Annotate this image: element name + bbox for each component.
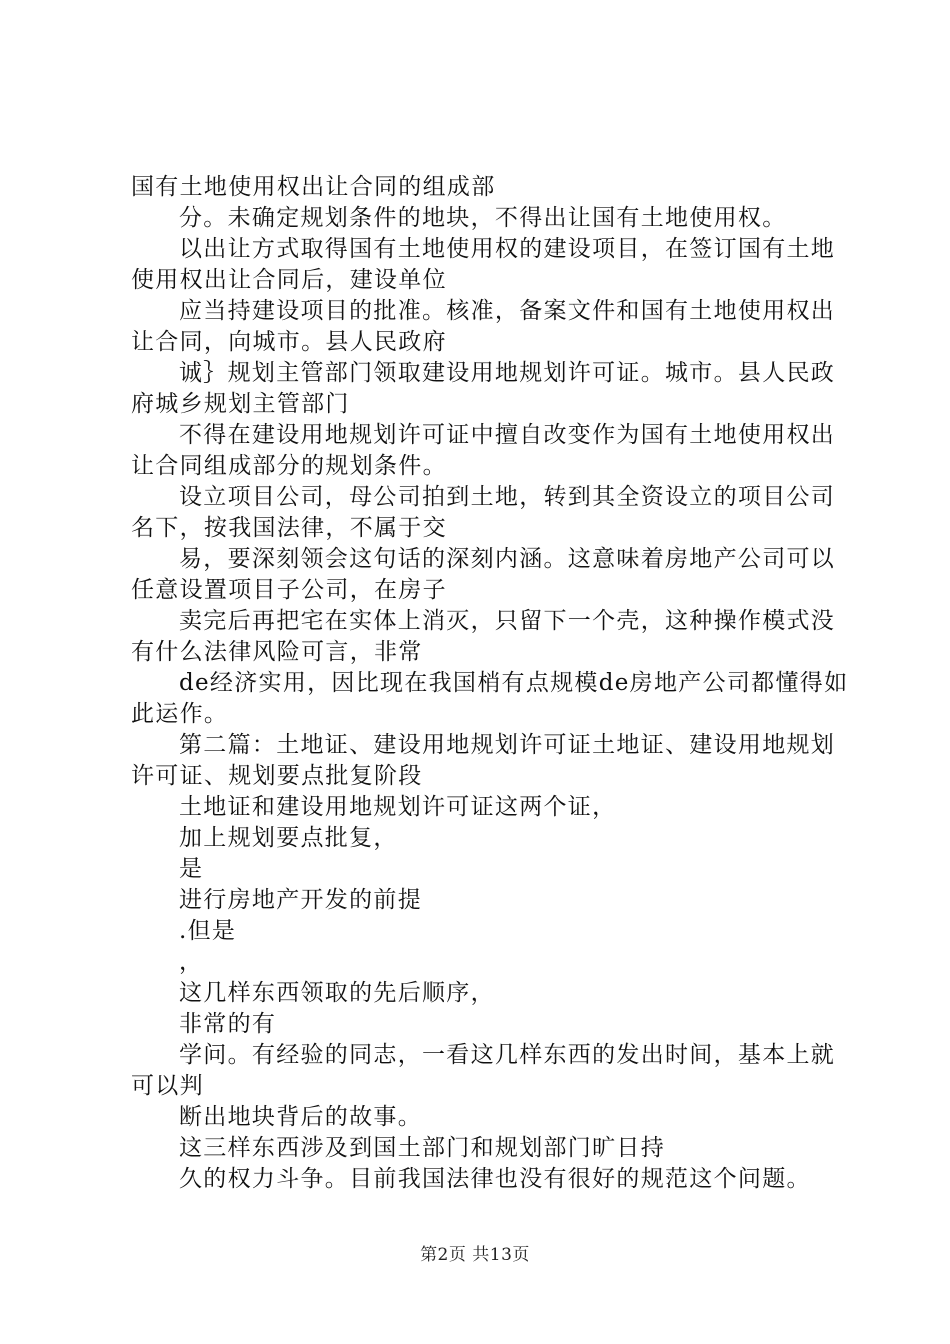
paragraph: 是 — [179, 856, 204, 882]
paragraph: 不得在建设用地规划许可证中擅自改变作为国有土地使用权出让合同组成部分的规划条件。 — [131, 422, 836, 479]
paragraph: 非常的有 — [179, 1011, 277, 1037]
paragraph: ， — [179, 949, 204, 975]
paragraph: 久的权力斗争。目前我国法律也没有很好的规范这个问题。 — [179, 1166, 811, 1192]
paragraph: 易，要深刻领会这句话的深刻内涵。这意味着房地产公司可以任意设置项目子公司，在房子 — [131, 546, 836, 603]
paragraph: 分。未确定规划条件的地块，不得出让国有土地使用权。 — [179, 205, 787, 231]
paragraph: 加上规划要点批复， — [179, 825, 398, 851]
paragraph: 卖完后再把宅在实体上消灭，只留下一个壳，这种操作模式没有什么法律风险可言，非常 — [131, 608, 836, 665]
paragraph: 以出让方式取得国有土地使用权的建设项目，在签订国有土地使用权出让合同后，建设单位 — [131, 236, 836, 293]
paragraph: 第二篇：土地证、建设用地规划许可证土地证、建设用地规划许可证、规划要点批复阶段 — [131, 732, 836, 789]
paragraph: 进行房地产开发的前提 — [179, 887, 422, 913]
paragraph: 诚｝规划主管部门领取建设用地规划许可证。城市。县人民政府城乡规划主管部门 — [131, 360, 836, 417]
paragraph: 断出地块背后的故事。 — [179, 1104, 422, 1130]
paragraph: de经济实用，因比现在我国梢有点规模de房地产公司都懂得如此运作。 — [131, 670, 849, 727]
paragraph: 土地证和建设用地规划许可证这两个证， — [179, 794, 617, 820]
paragraph: .但是 — [179, 918, 237, 944]
document-body — [131, 172, 851, 1195]
paragraph: 应当持建设项目的批准。核准，备案文件和国有土地使用权出让合同，向城市。县人民政府 — [131, 298, 836, 355]
paragraph: 这三样东西涉及到国土部门和规划部门旷日持 — [179, 1135, 665, 1161]
paragraph: 这几样东西领取的先后顺序， — [179, 980, 495, 1006]
paragraph: 学问。有经验的同志，一看这几样东西的发出时间，基本上就可以判 — [131, 1042, 836, 1099]
paragraph: 国有土地使用权出让合同的组成部 — [131, 174, 496, 200]
paragraph: 设立项目公司，母公司拍到土地，转到其全资设立的项目公司名下，按我国法律，不属于交 — [131, 484, 836, 541]
page-footer: 第2页 共13页 — [420, 1245, 530, 1265]
